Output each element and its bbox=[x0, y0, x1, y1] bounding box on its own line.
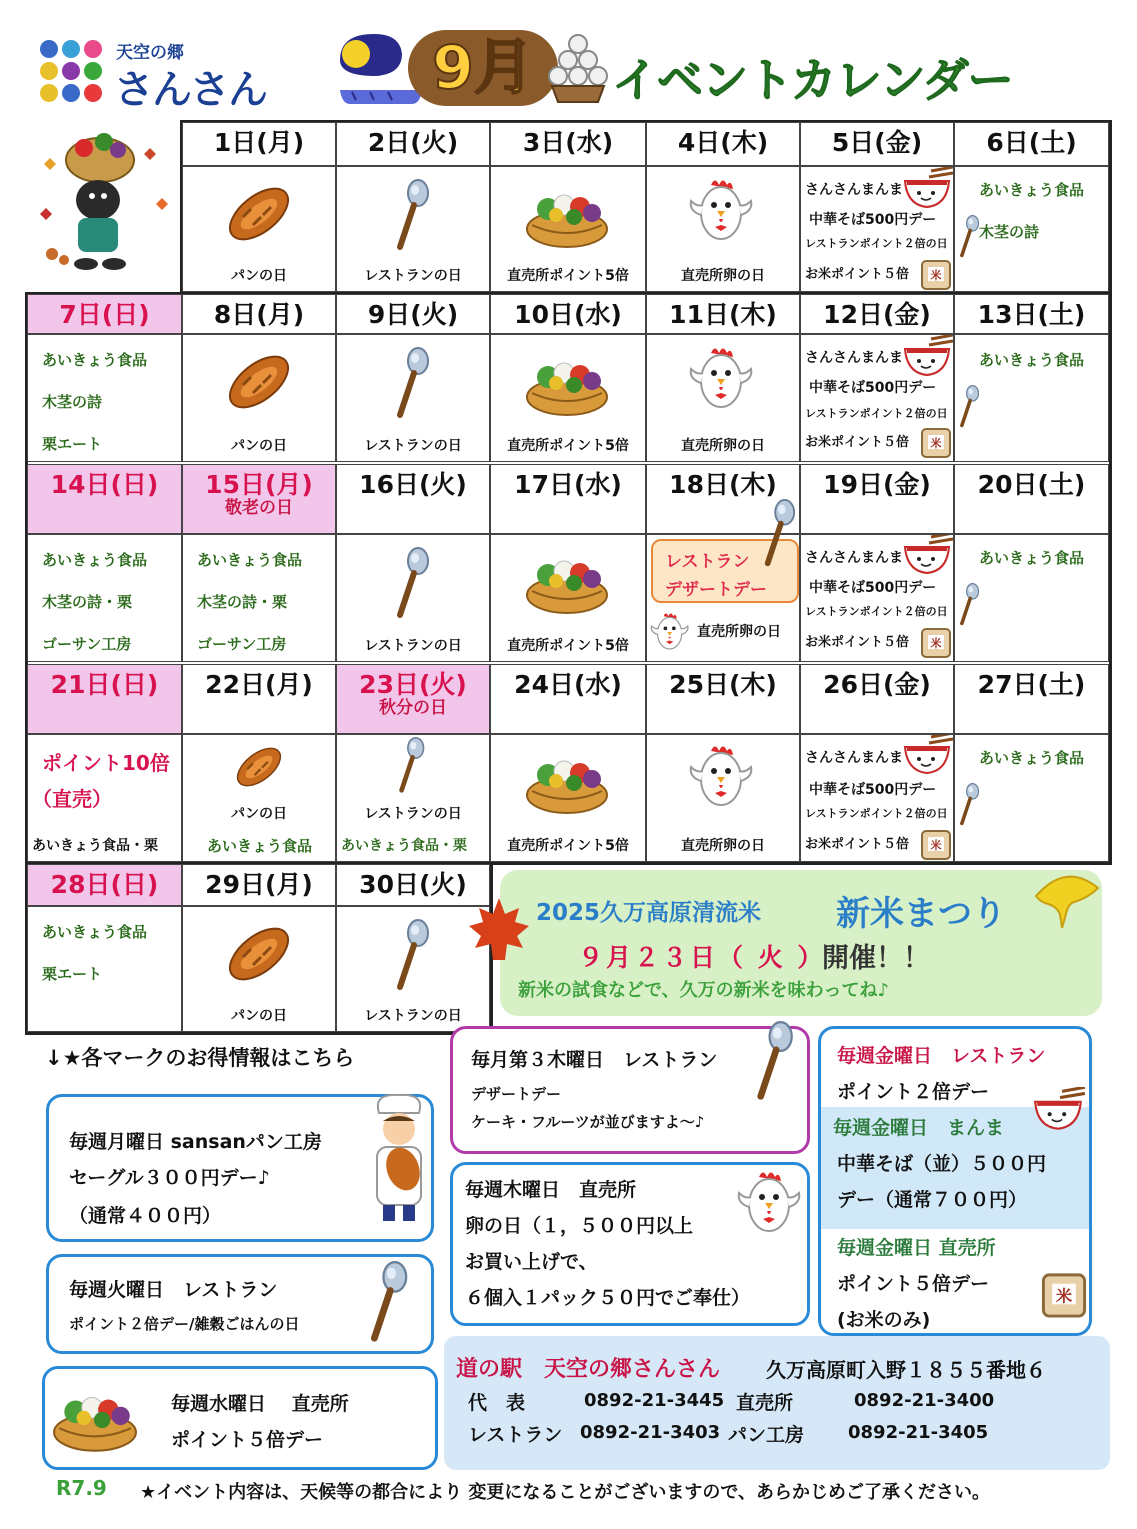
date-header: 5日(金) bbox=[800, 122, 954, 166]
phone-number[interactable]: 0892-21-3405 bbox=[848, 1422, 989, 1443]
spoon-icon bbox=[392, 179, 432, 253]
rice-bag-icon bbox=[919, 827, 953, 861]
event-label: さんさんまんま bbox=[805, 350, 903, 366]
info-text: 毎週木曜日 直売所 bbox=[465, 1179, 637, 1201]
baker-icon bbox=[367, 1091, 433, 1227]
event-label: 栗エート bbox=[42, 965, 103, 983]
maple-leaf-icon bbox=[466, 894, 532, 964]
day-cell bbox=[182, 166, 336, 292]
day-cell bbox=[954, 534, 1109, 662]
day-cell bbox=[182, 906, 336, 1032]
event-label: あいきょう食品 bbox=[979, 549, 1085, 567]
event-label: あいきょう食品 bbox=[207, 837, 313, 855]
event-label: （直売） bbox=[32, 787, 112, 811]
info-box-thursday bbox=[450, 1162, 810, 1326]
day-cell bbox=[646, 166, 800, 292]
day-cell bbox=[27, 906, 182, 1032]
event-label: パンの日 bbox=[231, 806, 287, 822]
date-header: 9日(火) bbox=[336, 294, 490, 334]
date-header: 10日(水) bbox=[490, 294, 646, 334]
vegetable-basket-icon bbox=[524, 185, 610, 249]
date-header: 1日(月) bbox=[182, 122, 336, 166]
date-header: 16日(火) bbox=[336, 464, 490, 534]
rice-bag-icon bbox=[919, 625, 953, 659]
bread-icon bbox=[221, 177, 297, 251]
bread-icon bbox=[231, 739, 287, 795]
event-label: お米ポイント５倍 bbox=[805, 267, 910, 282]
logo-subtitle: 天空の郷 bbox=[116, 43, 184, 63]
holiday-label: 秋分の日 bbox=[379, 698, 447, 718]
info-text: 毎週月曜日 sansanパン工房 bbox=[69, 1131, 322, 1153]
event-label: レストラン bbox=[665, 552, 750, 572]
day-cell bbox=[27, 534, 182, 662]
info-text: 毎月第３木曜日 レストラン bbox=[471, 1049, 718, 1071]
event-label: 直売所卵の日 bbox=[681, 438, 765, 454]
event-label: あいきょう食品・栗 bbox=[32, 838, 158, 854]
event-label: 中華そば500円デー bbox=[809, 212, 937, 228]
day-cell bbox=[182, 334, 336, 462]
date-header: 3日(水) bbox=[490, 122, 646, 166]
info-text: デザートデー bbox=[471, 1085, 562, 1103]
info-box-friday bbox=[818, 1026, 1092, 1336]
logo-name: さんさん bbox=[114, 67, 266, 113]
event-label: 中華そば500円デー bbox=[809, 380, 937, 396]
info-text: ポイント２倍デー/雑穀ごはんの日 bbox=[69, 1315, 300, 1333]
info-text: （通常４００円） bbox=[69, 1205, 222, 1227]
bread-icon bbox=[221, 345, 297, 419]
info-text: 毎週水曜日 直売所 bbox=[171, 1393, 349, 1415]
issue-code: R7.9 bbox=[56, 1476, 107, 1500]
spoon-icon bbox=[395, 737, 427, 795]
info-text: 中華そば（並）５００円 bbox=[837, 1153, 1047, 1175]
info-text: ケーキ・フルーツが並びますよ～♪ bbox=[471, 1113, 705, 1131]
info-text: 毎週火曜日 レストラン bbox=[69, 1279, 278, 1301]
date-header: 18日(木) bbox=[646, 464, 800, 534]
info-text: お買い上げで、 bbox=[465, 1251, 598, 1273]
info-text: 卵の日（１，５００円以上 bbox=[465, 1215, 694, 1237]
day-cell bbox=[336, 166, 490, 292]
info-text: ６個入１パック５０円でご奉仕） bbox=[465, 1287, 751, 1309]
day-cell bbox=[646, 334, 800, 462]
event-label: ポイント10倍 bbox=[42, 751, 170, 775]
event-label: 直売所ポイント5倍 bbox=[507, 638, 629, 654]
date-header: 13日(土) bbox=[954, 294, 1109, 334]
logo bbox=[40, 38, 290, 113]
date-header: 30日(火) bbox=[336, 864, 490, 906]
ramen-icon bbox=[1031, 1087, 1087, 1131]
event-label: パンの日 bbox=[231, 1008, 287, 1024]
date-header: 4日(木) bbox=[646, 122, 800, 166]
date-header: 24日(水) bbox=[490, 664, 646, 734]
event-label: パンの日 bbox=[231, 268, 287, 284]
phone-number[interactable]: 0892-21-3403 bbox=[580, 1422, 721, 1443]
chicken-icon bbox=[735, 1167, 801, 1239]
banner-line1: 2025久万高原清流米 bbox=[536, 900, 762, 926]
event-label: さんさんまんま bbox=[805, 750, 903, 766]
info-heading: ↓★各マークのお得情報はこちら bbox=[45, 1046, 355, 1070]
event-label: レストランの日 bbox=[364, 438, 462, 454]
chicken-icon bbox=[687, 343, 753, 415]
rice-bag-icon bbox=[1039, 1269, 1089, 1319]
date-header: 17日(水) bbox=[490, 464, 646, 534]
event-label: ゴーサン工房 bbox=[42, 635, 132, 653]
date-header: 20日(土) bbox=[954, 464, 1109, 534]
day-cell bbox=[490, 334, 646, 462]
info-box-monday bbox=[46, 1094, 434, 1242]
chicken-icon bbox=[687, 175, 753, 247]
date-header-holiday: 15日(月) 敬老の日 bbox=[182, 464, 336, 534]
day-cell bbox=[490, 166, 646, 292]
info-text: ポイント５倍デー bbox=[837, 1273, 990, 1295]
event-label: レストランポイント２倍の日 bbox=[805, 237, 948, 250]
info-text: 毎週金曜日 直売所 bbox=[837, 1237, 996, 1259]
date-header-sunday: 28日(日) bbox=[27, 864, 182, 906]
day-cell bbox=[800, 334, 954, 462]
event-label: お米ポイント５倍 bbox=[805, 837, 910, 852]
date-header-sunday: 14日(日) bbox=[27, 464, 182, 534]
ramen-icon bbox=[901, 335, 954, 377]
station-name: 道の駅 天空の郷さんさん bbox=[456, 1357, 721, 1382]
day-cell bbox=[800, 166, 954, 292]
event-label: あいきょう食品 bbox=[42, 923, 148, 941]
event-label: 直売所ポイント5倍 bbox=[507, 838, 629, 854]
info-text: (お米のみ) bbox=[837, 1309, 931, 1331]
banner-subtitle: 新米の試食などで、久万の新米を味わってね♪ bbox=[518, 980, 889, 1001]
event-label: あいきょう食品 bbox=[42, 551, 148, 569]
info-text: ポイント２倍デー bbox=[837, 1081, 990, 1103]
day-cell bbox=[800, 734, 954, 862]
day-cell bbox=[182, 534, 336, 662]
day-cell bbox=[490, 734, 646, 862]
date-header: 6日(土) bbox=[954, 122, 1109, 166]
event-label: あいきょう食品・栗 bbox=[341, 838, 467, 854]
phone-label: 代 表 bbox=[468, 1392, 526, 1414]
tsukimi-dango-icon bbox=[548, 34, 608, 104]
event-label: パンの日 bbox=[231, 438, 287, 454]
footer-note: ★イベント内容は、天候等の都合により 変更になることがございますので、あらかじめご了承ください。 bbox=[140, 1482, 991, 1503]
event-label: レストランの日 bbox=[364, 268, 462, 284]
event-label: レストランポイント２倍の日 bbox=[805, 807, 948, 820]
station-address: 久万高原町入野１８５５番地６ bbox=[766, 1358, 1046, 1382]
event-label: レストランの日 bbox=[364, 638, 462, 654]
event-label: レストランの日 bbox=[364, 806, 462, 822]
day-cell bbox=[27, 334, 182, 462]
day-cell bbox=[954, 734, 1109, 862]
event-label: あいきょう食品 bbox=[979, 351, 1085, 369]
vegetable-basket-icon bbox=[51, 1387, 139, 1453]
spoon-icon bbox=[365, 1261, 411, 1345]
event-label: レストランポイント２倍の日 bbox=[805, 605, 948, 618]
event-label: 直売所卵の日 bbox=[697, 624, 781, 640]
spoon-icon bbox=[392, 919, 432, 993]
month-badge: 9月 bbox=[408, 30, 558, 106]
spoon-icon bbox=[957, 215, 981, 259]
event-label: あいきょう食品 bbox=[42, 351, 148, 369]
banner-open: 開催！！ bbox=[822, 943, 930, 974]
event-label: お米ポイント５倍 bbox=[805, 635, 910, 650]
event-label: あいきょう食品 bbox=[197, 551, 303, 569]
day-cell bbox=[490, 534, 646, 662]
phone-label: パン工房 bbox=[728, 1424, 805, 1446]
date-header: 19日(金) bbox=[800, 464, 954, 534]
event-label: さんさんまんま bbox=[805, 550, 903, 566]
spoon-icon bbox=[957, 385, 981, 429]
contact-info bbox=[444, 1336, 1110, 1470]
date-header: 22日(月) bbox=[182, 664, 336, 734]
banner-date: ９月２３日（ 火 ） bbox=[578, 943, 826, 972]
holiday-label: 敬老の日 bbox=[225, 498, 293, 518]
bread-icon bbox=[221, 917, 297, 991]
logo-dots-icon bbox=[40, 40, 104, 104]
event-label: 直売所卵の日 bbox=[681, 268, 765, 284]
event-label: 木茎の詩 bbox=[979, 223, 1040, 241]
new-rice-festival-banner bbox=[500, 870, 1102, 1016]
phone-label: レストラン bbox=[468, 1424, 563, 1446]
spoon-icon bbox=[957, 583, 981, 627]
event-label: 直売所卵の日 bbox=[681, 838, 765, 854]
event-label: レストランポイント２倍の日 bbox=[805, 407, 948, 420]
day-cell bbox=[336, 534, 490, 662]
event-label: あいきょう食品 bbox=[979, 181, 1085, 199]
event-label: 直売所ポイント5倍 bbox=[507, 438, 629, 454]
day-cell bbox=[336, 334, 490, 462]
vegetable-basket-icon bbox=[524, 551, 610, 615]
info-box-third-thursday bbox=[450, 1026, 810, 1154]
spoon-icon bbox=[392, 347, 432, 421]
info-text: 毎週金曜日 レストラン bbox=[837, 1045, 1046, 1067]
event-label: 中華そば500円デー bbox=[809, 782, 937, 798]
phone-label: 直売所 bbox=[736, 1392, 794, 1414]
info-text: 毎週金曜日 まんま bbox=[833, 1117, 1005, 1139]
chicken-icon bbox=[687, 741, 753, 813]
vegetable-basket-icon bbox=[524, 751, 610, 815]
day-cell bbox=[27, 734, 182, 862]
event-label: 木茎の詩・栗 bbox=[197, 593, 288, 611]
ramen-icon bbox=[901, 167, 954, 209]
date-header-sunday: 21日(日) bbox=[27, 664, 182, 734]
rice-bag-icon bbox=[919, 425, 953, 459]
spoon-icon bbox=[392, 547, 432, 621]
event-label: 栗エート bbox=[42, 435, 103, 453]
day-cell bbox=[954, 166, 1109, 292]
day-cell bbox=[800, 534, 954, 662]
day-cell bbox=[646, 734, 800, 862]
rice-bag-icon bbox=[919, 257, 953, 291]
date-header: 29日(月) bbox=[182, 864, 336, 906]
event-label: デザートデー bbox=[665, 580, 767, 600]
banner-title: 新米まつり bbox=[836, 894, 1006, 934]
event-label: あいきょう食品 bbox=[979, 749, 1085, 767]
info-text: ポイント５倍デー bbox=[171, 1429, 324, 1451]
spoon-icon bbox=[957, 783, 981, 827]
date-header: 8日(月) bbox=[182, 294, 336, 334]
spoon-icon bbox=[759, 499, 799, 569]
event-label: ゴーサン工房 bbox=[197, 635, 287, 653]
date-header-holiday: 23日(火) 秋分の日 bbox=[336, 664, 490, 734]
info-text: デー（通常７００円） bbox=[837, 1189, 1028, 1211]
event-label: 中華そば500円デー bbox=[809, 580, 937, 596]
date-header: 27日(土) bbox=[954, 664, 1109, 734]
day-cell bbox=[646, 534, 800, 662]
date-header: 11日(木) bbox=[646, 294, 800, 334]
day-cell bbox=[954, 334, 1109, 462]
spoon-icon bbox=[751, 1021, 797, 1103]
vegetable-basket-icon bbox=[524, 353, 610, 417]
day-cell bbox=[336, 734, 490, 862]
event-label: さんさんまんま bbox=[805, 182, 903, 198]
ginkgo-leaf-icon bbox=[1030, 866, 1104, 930]
info-text: セーグル３００円デー♪ bbox=[69, 1167, 270, 1189]
date-header-sunday: 7日(日) bbox=[27, 294, 182, 334]
event-label: 木茎の詩・栗 bbox=[42, 593, 133, 611]
date-header: 26日(金) bbox=[800, 664, 954, 734]
date-header: 12日(金) bbox=[800, 294, 954, 334]
event-label: レストランの日 bbox=[364, 1008, 462, 1024]
chicken-icon bbox=[649, 609, 689, 655]
info-box-wednesday bbox=[42, 1366, 438, 1470]
phone-number[interactable]: 0892-21-3445 bbox=[584, 1390, 725, 1411]
date-header: 25日(木) bbox=[646, 664, 800, 734]
event-label: お米ポイント５倍 bbox=[805, 435, 910, 450]
day-cell bbox=[182, 734, 336, 862]
event-label: 木茎の詩 bbox=[42, 393, 103, 411]
ramen-icon bbox=[901, 734, 954, 775]
phone-number[interactable]: 0892-21-3400 bbox=[854, 1390, 995, 1411]
page-title: イベントカレンダー bbox=[612, 53, 1013, 107]
ramen-icon bbox=[901, 534, 954, 575]
event-label: 直売所ポイント5倍 bbox=[507, 268, 629, 284]
info-box-tuesday bbox=[46, 1254, 434, 1354]
date-header: 2日(火) bbox=[336, 122, 490, 166]
